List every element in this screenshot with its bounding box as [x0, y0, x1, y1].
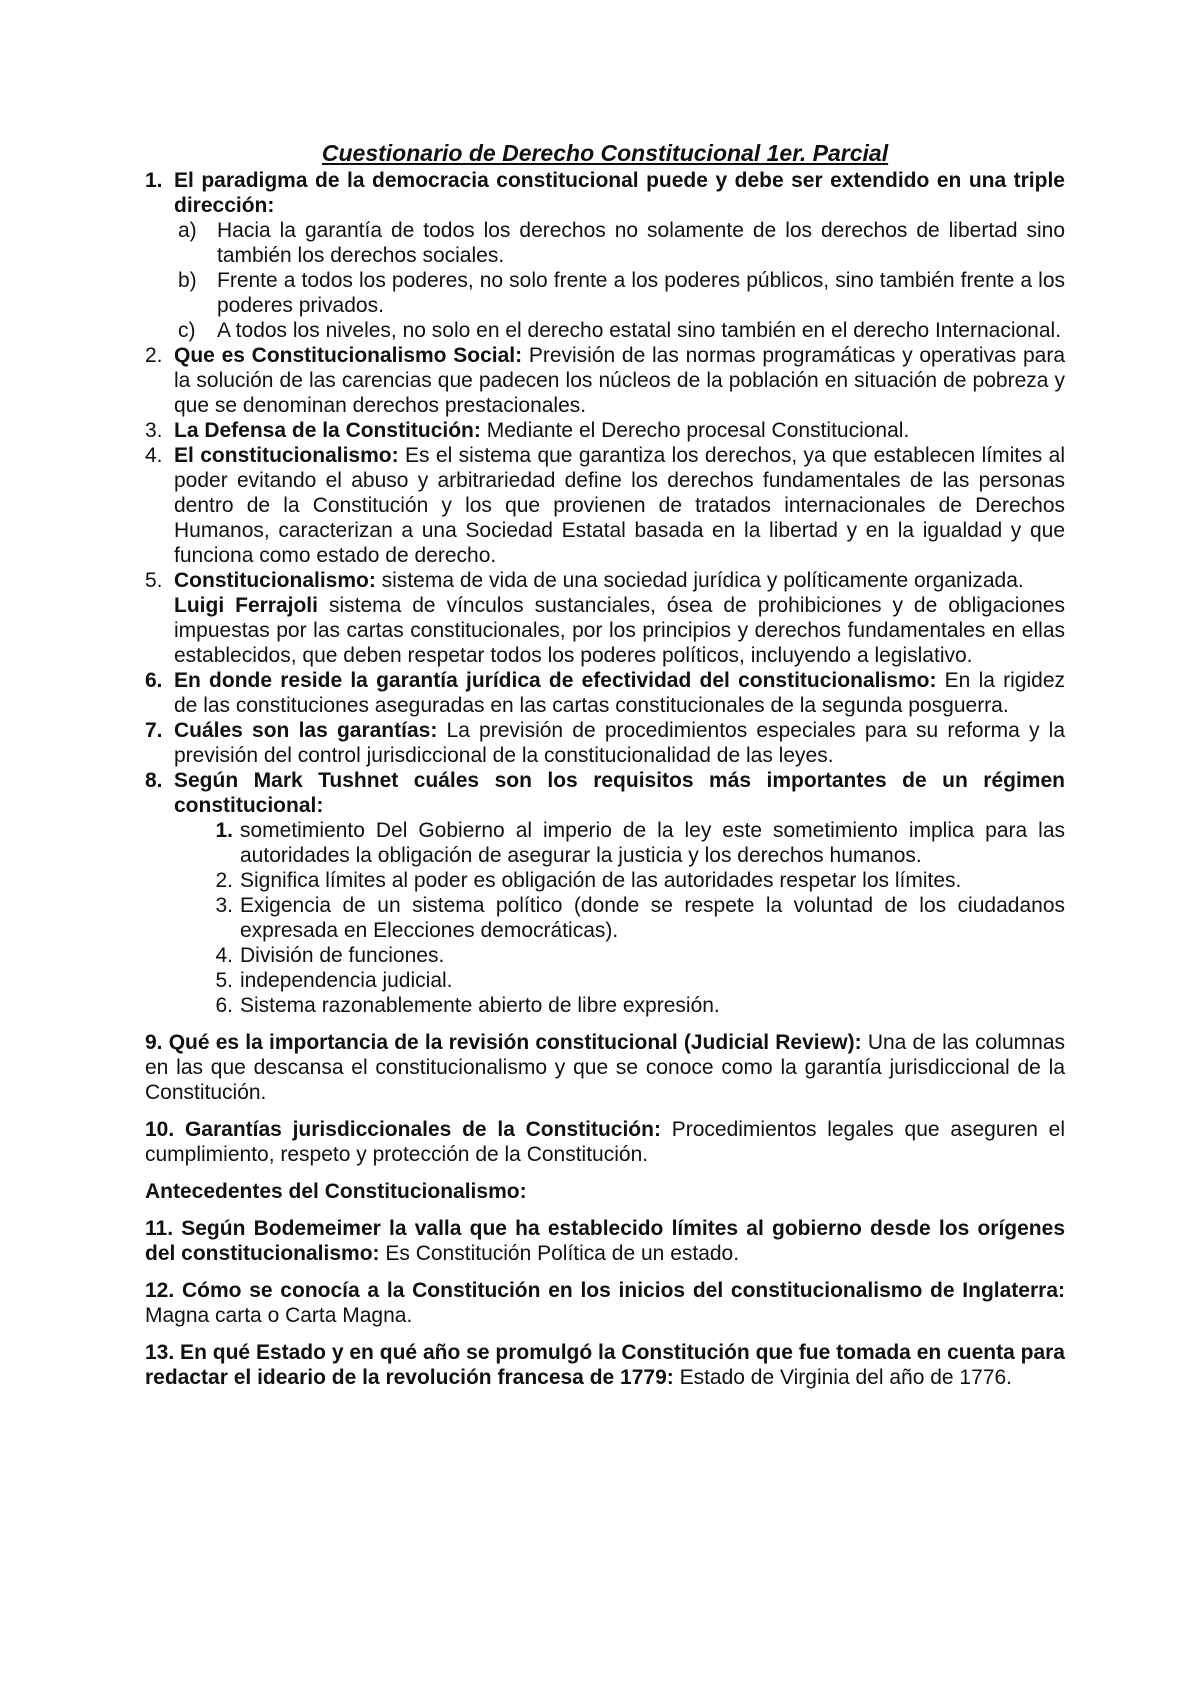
- list-item: [145, 218, 1065, 268]
- question-number: 4.: [145, 444, 163, 467]
- list-item: [145, 893, 1065, 943]
- list-item-text: Frente a todos los poderes, no solo frente a los poderes públicos, sino también frente a los poderes privados.: [217, 269, 1065, 317]
- list-item: [145, 318, 1065, 343]
- question-heading: Según Mark Tushnet cuáles son los requisitos más importantes de un régimen constitucional:: [174, 769, 1065, 817]
- question-number: 3.: [145, 419, 163, 442]
- list-marker: c): [178, 319, 196, 342]
- question-9: [145, 1030, 1065, 1105]
- question-answer: En la rigidez de las constituciones aseguradas en las cartas constitucionales de la segunda posguerra.: [174, 669, 1065, 717]
- question-answer: Mediante el Derecho procesal Constitucional.: [480, 419, 910, 442]
- question-4: [145, 443, 1065, 568]
- question-3: [145, 418, 1065, 443]
- list-marker: b): [178, 269, 197, 292]
- question-heading: 13. En qué Estado y en qué año se promulgó la Constitución que fue tomada en cuenta para redactar el ideario de la revolución francesa de 1779:: [145, 1341, 1065, 1389]
- list-item-text: Hacia la garantía de todos los derechos no solamente de los derechos de libertad sino también los derechos sociales.: [217, 219, 1065, 267]
- question-heading: 11. Según Bodemeimer la valla que ha establecido límites al gobierno desde los orígenes del constitucionalismo:: [145, 1217, 1065, 1265]
- question-heading: Cuáles son las garantías:: [174, 719, 438, 742]
- list-item-text: A todos los niveles, no solo en el derecho estatal sino también en el derecho Internacional.: [217, 319, 1062, 342]
- question-2: [145, 343, 1065, 418]
- question-heading: 12. Cómo se conocía a la Constitución en los inicios del constitucionalismo de Inglaterra:: [145, 1279, 1065, 1302]
- question-answer: sistema de vida de una sociedad jurídica y políticamente organizada.: [375, 569, 1024, 592]
- question-answer: sistema de vínculos sustanciales, ósea de prohibiciones y de obligaciones impuestas por las cartas constitucionales, por los principios y derechos fundamentales en ellas establecidos, que deben respetar todos los poderes políticos, incluyendo a legislativo.: [174, 594, 1065, 667]
- list-item: [145, 818, 1065, 868]
- list-item-text: Sistema razonablemente abierto de libre expresión.: [240, 994, 720, 1017]
- question-number: 8.: [145, 769, 163, 792]
- question-heading: Que es Constitucionalismo Social:: [174, 344, 523, 367]
- question-answer: Es el sistema que garantiza los derechos, ya que establecen límites al poder evitando el abuso y arbitrariedad define los derechos fundamentales de las personas dentro de la Constitución y los que provienen de tratados internacionales de Derechos Humanos, caracterizan a una Sociedad Estatal basada en la libertad y en la igualdad y que funciona como estado de derecho.: [174, 444, 1065, 567]
- question-number: 5.: [145, 569, 163, 592]
- question-number: 1.: [145, 169, 163, 192]
- question-12: [145, 1278, 1065, 1328]
- list-marker: 6.: [215, 994, 233, 1017]
- question-answer: La previsión de procedimientos especiales para su reforma y la previsión del control jurisdiccional de la constitucionalidad de las leyes.: [174, 719, 1065, 767]
- question-10: [145, 1117, 1065, 1167]
- question-heading: El constitucionalismo:: [174, 444, 399, 467]
- question-5: [145, 568, 1065, 593]
- list-marker: 1.: [215, 819, 233, 842]
- question-1: [145, 168, 1065, 218]
- list-marker: 5.: [215, 969, 233, 992]
- author-name: Luigi Ferrajoli: [174, 594, 318, 617]
- question-5-continuation: [145, 593, 1065, 668]
- question-answer: Es Constitución Política de un estado.: [379, 1242, 740, 1265]
- question-7: [145, 718, 1065, 768]
- section-heading: Antecedentes del Constitucionalismo:: [145, 1180, 527, 1203]
- question-6: [145, 668, 1065, 718]
- question-answer: Estado de Virginia del año de 1776.: [673, 1366, 1012, 1389]
- document-page: [145, 138, 1065, 1390]
- list-marker: 3.: [215, 894, 233, 917]
- question-11: [145, 1216, 1065, 1266]
- list-item: [145, 268, 1065, 318]
- question-number: 6.: [145, 669, 163, 692]
- list-item: [145, 993, 1065, 1018]
- question-13: [145, 1340, 1065, 1390]
- question-answer: Previsión de las normas programáticas y operativas para la solución de las carencias que padecen los núcleos de la población en situación de pobreza y que se denominan derechos prestacionales.: [174, 344, 1065, 417]
- list-item-text: Exigencia de un sistema político (donde se respete la voluntad de los ciudadanos expresada en Elecciones democráticas).: [240, 894, 1065, 942]
- list-item: [145, 868, 1065, 893]
- list-item-text: División de funciones.: [240, 944, 445, 967]
- list-marker: 4.: [215, 944, 233, 967]
- list-item-text: Significa límites al poder es obligación de las autoridades respetar los límites.: [240, 869, 962, 892]
- question-number: 7.: [145, 719, 163, 742]
- question-number: 2.: [145, 344, 163, 367]
- list-marker: a): [178, 219, 197, 242]
- list-item: [145, 968, 1065, 993]
- list-marker: 2.: [215, 869, 233, 892]
- question-heading: Constitucionalismo:: [174, 569, 376, 592]
- question-answer: Una de las columnas en las que descansa el constitucionalismo y que se conoce como la garantía jurisdiccional de la Constitución.: [145, 1031, 1065, 1104]
- question-8: [145, 768, 1065, 818]
- question-heading: El paradigma de la democracia constitucional puede y debe ser extendido en una triple dirección:: [174, 169, 1065, 217]
- question-answer: Magna carta o Carta Magna.: [145, 1304, 413, 1327]
- question-heading: En donde reside la garantía jurídica de efectividad del constitucionalismo:: [174, 669, 937, 692]
- question-heading: La Defensa de la Constitución:: [174, 419, 481, 442]
- question-heading: 9. Qué es la importancia de la revisión constitucional (Judicial Review):: [145, 1031, 862, 1054]
- list-item-text: sometimiento Del Gobierno al imperio de la ley este sometimiento implica para las autoridades la obligación de asegurar la justicia y los derechos humanos.: [240, 819, 1065, 867]
- question-answer: Procedimientos legales que aseguren el cumplimiento, respeto y protección de la Constitución.: [145, 1118, 1065, 1166]
- list-item-text: independencia judicial.: [240, 969, 453, 992]
- document-title: Cuestionario de Derecho Constitucional 1er. Parcial: [321, 140, 889, 166]
- question-heading: 10. Garantías jurisdiccionales de la Constitución:: [145, 1118, 661, 1141]
- list-item: [145, 943, 1065, 968]
